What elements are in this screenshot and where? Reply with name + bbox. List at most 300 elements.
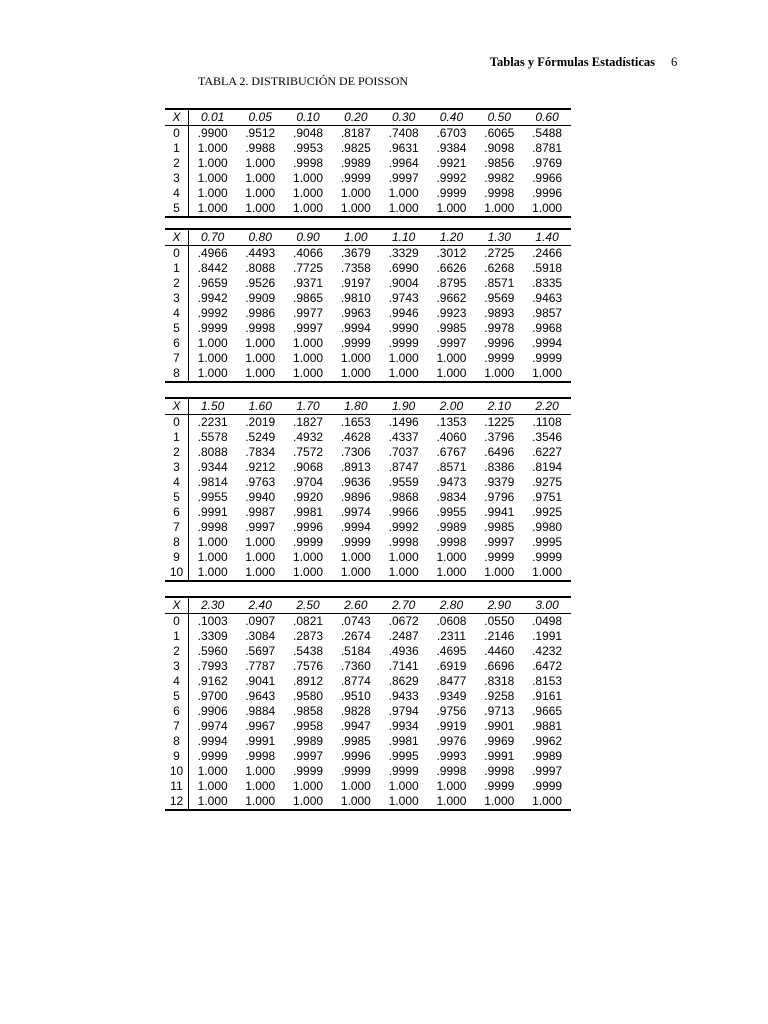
probability-cell: .3546 bbox=[532, 430, 563, 444]
x-value-cell: 2 bbox=[165, 276, 189, 291]
probability-cell: .5184 bbox=[340, 644, 371, 658]
x-value-cell: 4 bbox=[165, 306, 189, 321]
probability-cell: 1.000 bbox=[245, 186, 276, 200]
probability-cell: 1.000 bbox=[388, 779, 419, 793]
x-value-cell: 2 bbox=[165, 445, 189, 460]
table-row bbox=[165, 644, 571, 659]
probability-cell: .9997 bbox=[388, 171, 419, 185]
probability-cell: .9966 bbox=[532, 171, 563, 185]
lambda-header-row bbox=[165, 399, 571, 415]
probability-cell: .9713 bbox=[484, 704, 515, 718]
probability-cell: .9996 bbox=[293, 520, 324, 534]
poisson-table bbox=[165, 598, 571, 809]
probability-cell: .9881 bbox=[532, 719, 563, 733]
x-value-cell: 2 bbox=[165, 156, 189, 171]
probability-cell: .9989 bbox=[532, 749, 563, 763]
probability-cell: .0608 bbox=[436, 614, 467, 628]
probability-cell: .9998 bbox=[484, 186, 515, 200]
poisson-table-block-4 bbox=[165, 596, 571, 811]
probability-cell: .9999 bbox=[340, 535, 371, 549]
lambda-header: 2.50 bbox=[284, 598, 332, 614]
probability-cell: .9999 bbox=[340, 764, 371, 778]
probability-cell: 1.000 bbox=[245, 764, 276, 778]
probability-cell: .9704 bbox=[293, 475, 324, 489]
probability-cell: .9986 bbox=[245, 306, 276, 320]
probability-cell: .9636 bbox=[340, 475, 371, 489]
probability-cell: .0743 bbox=[340, 614, 371, 628]
lambda-header: 2.00 bbox=[428, 399, 476, 415]
probability-cell: .9510 bbox=[340, 689, 371, 703]
x-value-cell: 12 bbox=[165, 794, 189, 809]
probability-cell: .9946 bbox=[388, 306, 419, 320]
probability-cell: .3796 bbox=[484, 430, 515, 444]
probability-cell: .9994 bbox=[340, 321, 371, 335]
probability-cell: .9662 bbox=[436, 291, 467, 305]
table-row bbox=[165, 779, 571, 794]
probability-cell: .6767 bbox=[436, 445, 467, 459]
probability-cell: .9068 bbox=[293, 460, 324, 474]
probability-cell: 1.000 bbox=[388, 201, 419, 215]
probability-cell: .9991 bbox=[245, 734, 276, 748]
x-column-header: X bbox=[165, 110, 189, 126]
probability-cell: .9643 bbox=[245, 689, 276, 703]
table-row bbox=[165, 306, 571, 321]
probability-cell: .9990 bbox=[388, 321, 419, 335]
probability-cell: .7360 bbox=[340, 659, 371, 673]
probability-cell: .9580 bbox=[293, 689, 324, 703]
probability-cell: .9989 bbox=[340, 156, 371, 170]
probability-cell: 1.000 bbox=[197, 156, 228, 170]
probability-cell: .9828 bbox=[340, 704, 371, 718]
probability-cell: .9999 bbox=[340, 171, 371, 185]
probability-cell: .9978 bbox=[484, 321, 515, 335]
table-row bbox=[165, 734, 571, 749]
probability-cell: .9996 bbox=[532, 186, 563, 200]
probability-cell: 1.000 bbox=[436, 565, 467, 579]
lambda-header: 0.01 bbox=[189, 110, 237, 126]
probability-cell: 1.000 bbox=[197, 366, 228, 380]
probability-cell: .6496 bbox=[484, 445, 515, 459]
poisson-table-block-3 bbox=[165, 397, 571, 582]
probability-cell: .9763 bbox=[245, 475, 276, 489]
probability-cell: 1.000 bbox=[340, 565, 371, 579]
x-value-cell: 4 bbox=[165, 674, 189, 689]
probability-cell: .9991 bbox=[197, 505, 228, 519]
probability-cell: .9900 bbox=[197, 126, 228, 140]
probability-cell: .8913 bbox=[340, 460, 371, 474]
table-row bbox=[165, 171, 571, 186]
probability-cell: .9512 bbox=[245, 126, 276, 140]
lambda-header-row bbox=[165, 598, 571, 614]
lambda-header: 1.20 bbox=[428, 230, 476, 246]
x-value-cell: 9 bbox=[165, 550, 189, 565]
probability-cell: .9999 bbox=[532, 351, 563, 365]
probability-cell: 1.000 bbox=[293, 171, 324, 185]
probability-cell: .0672 bbox=[388, 614, 419, 628]
table-row bbox=[165, 689, 571, 704]
probability-cell: 1.000 bbox=[245, 565, 276, 579]
probability-cell: .9997 bbox=[245, 520, 276, 534]
probability-cell: .9996 bbox=[340, 749, 371, 763]
x-value-cell: 6 bbox=[165, 704, 189, 719]
probability-cell: .9162 bbox=[197, 674, 228, 688]
probability-cell: .8318 bbox=[484, 674, 515, 688]
table-row bbox=[165, 674, 571, 689]
probability-cell: .1003 bbox=[197, 614, 228, 628]
probability-cell: .9344 bbox=[197, 460, 228, 474]
probability-cell: .1827 bbox=[293, 415, 324, 429]
x-value-cell: 3 bbox=[165, 291, 189, 306]
probability-cell: 1.000 bbox=[197, 171, 228, 185]
table-row bbox=[165, 794, 571, 809]
probability-cell: .9997 bbox=[532, 764, 563, 778]
table-row bbox=[165, 659, 571, 674]
x-value-cell: 0 bbox=[165, 614, 189, 630]
probability-cell: 1.000 bbox=[245, 201, 276, 215]
probability-cell: .7725 bbox=[293, 261, 324, 275]
probability-cell: 1.000 bbox=[484, 565, 515, 579]
x-value-cell: 6 bbox=[165, 336, 189, 351]
lambda-header: 0.10 bbox=[284, 110, 332, 126]
x-value-cell: 0 bbox=[165, 415, 189, 431]
probability-cell: 1.000 bbox=[436, 779, 467, 793]
probability-cell: .9998 bbox=[197, 520, 228, 534]
probability-cell: .9814 bbox=[197, 475, 228, 489]
probability-cell: .8335 bbox=[532, 276, 563, 290]
x-value-cell: 10 bbox=[165, 565, 189, 580]
x-column-header: X bbox=[165, 598, 189, 614]
x-value-cell: 3 bbox=[165, 659, 189, 674]
probability-cell: .9751 bbox=[532, 490, 563, 504]
probability-cell: .7408 bbox=[388, 126, 419, 140]
probability-cell: .9769 bbox=[532, 156, 563, 170]
x-value-cell: 4 bbox=[165, 186, 189, 201]
x-value-cell: 1 bbox=[165, 141, 189, 156]
lambda-header: 2.40 bbox=[236, 598, 284, 614]
probability-cell: .9865 bbox=[293, 291, 324, 305]
probability-cell: .9942 bbox=[197, 291, 228, 305]
probability-cell: .9941 bbox=[484, 505, 515, 519]
probability-cell: .9997 bbox=[293, 321, 324, 335]
probability-cell: 1.000 bbox=[484, 366, 515, 380]
probability-cell: 1.000 bbox=[293, 550, 324, 564]
probability-cell: .9989 bbox=[436, 520, 467, 534]
probability-cell: .1353 bbox=[436, 415, 467, 429]
lambda-header: 1.40 bbox=[523, 230, 571, 246]
probability-cell: .7141 bbox=[388, 659, 419, 673]
probability-cell: .0821 bbox=[293, 614, 324, 628]
probability-cell: .9999 bbox=[436, 186, 467, 200]
probability-cell: .9004 bbox=[388, 276, 419, 290]
probability-cell: .9569 bbox=[484, 291, 515, 305]
lambda-header: 0.70 bbox=[189, 230, 237, 246]
lambda-header: 3.00 bbox=[523, 598, 571, 614]
probability-cell: .9998 bbox=[293, 156, 324, 170]
probability-cell: .9909 bbox=[245, 291, 276, 305]
lambda-header-row bbox=[165, 230, 571, 246]
probability-cell: 1.000 bbox=[388, 186, 419, 200]
probability-cell: .8477 bbox=[436, 674, 467, 688]
probability-cell: .9976 bbox=[436, 734, 467, 748]
x-value-cell: 1 bbox=[165, 430, 189, 445]
probability-cell: .9987 bbox=[245, 505, 276, 519]
x-value-cell: 8 bbox=[165, 734, 189, 749]
probability-cell: 1.000 bbox=[197, 535, 228, 549]
probability-cell: .9275 bbox=[532, 475, 563, 489]
probability-cell: .9041 bbox=[245, 674, 276, 688]
x-value-cell: 3 bbox=[165, 460, 189, 475]
probability-cell: .9992 bbox=[197, 306, 228, 320]
probability-cell: .3679 bbox=[340, 246, 371, 260]
x-column-header: X bbox=[165, 230, 189, 246]
probability-cell: .9964 bbox=[388, 156, 419, 170]
table-row bbox=[165, 629, 571, 644]
probability-cell: .9995 bbox=[388, 749, 419, 763]
lambda-header: 2.20 bbox=[523, 399, 571, 415]
probability-cell: .8629 bbox=[388, 674, 419, 688]
lambda-header: 1.50 bbox=[189, 399, 237, 415]
probability-cell: 1.000 bbox=[245, 351, 276, 365]
probability-cell: .9858 bbox=[293, 704, 324, 718]
probability-cell: 1.000 bbox=[340, 201, 371, 215]
probability-cell: .9463 bbox=[532, 291, 563, 305]
probability-cell: .8153 bbox=[532, 674, 563, 688]
probability-cell: .2311 bbox=[436, 629, 467, 643]
probability-cell: .6268 bbox=[484, 261, 515, 275]
probability-cell: .4460 bbox=[484, 644, 515, 658]
table-row bbox=[165, 505, 571, 520]
probability-cell: .6626 bbox=[436, 261, 467, 275]
probability-cell: 1.000 bbox=[340, 366, 371, 380]
probability-cell: 1.000 bbox=[293, 186, 324, 200]
probability-cell: 1.000 bbox=[245, 779, 276, 793]
probability-cell: .9921 bbox=[436, 156, 467, 170]
probability-cell: .9379 bbox=[484, 475, 515, 489]
probability-cell: .9982 bbox=[484, 171, 515, 185]
probability-cell: .6696 bbox=[484, 659, 515, 673]
probability-cell: 1.000 bbox=[484, 794, 515, 808]
table-row bbox=[165, 291, 571, 306]
lambda-header-row bbox=[165, 110, 571, 126]
probability-cell: .9631 bbox=[388, 141, 419, 155]
table-row bbox=[165, 490, 571, 505]
probability-cell: .2873 bbox=[293, 629, 324, 643]
probability-cell: .8781 bbox=[532, 141, 563, 155]
probability-cell: .9526 bbox=[245, 276, 276, 290]
table-row bbox=[165, 719, 571, 734]
probability-cell: .6065 bbox=[484, 126, 515, 140]
x-value-cell: 5 bbox=[165, 689, 189, 704]
probability-cell: .9212 bbox=[245, 460, 276, 474]
probability-cell: .9161 bbox=[532, 689, 563, 703]
probability-cell: .8571 bbox=[484, 276, 515, 290]
probability-cell: .9968 bbox=[532, 321, 563, 335]
lambda-header: 1.80 bbox=[332, 399, 380, 415]
probability-cell: .8386 bbox=[484, 460, 515, 474]
page-header bbox=[0, 55, 768, 73]
probability-cell: .9999 bbox=[532, 550, 563, 564]
lambda-header: 0.50 bbox=[475, 110, 523, 126]
probability-cell: .9999 bbox=[484, 550, 515, 564]
probability-cell: .3329 bbox=[388, 246, 419, 260]
probability-cell: .3084 bbox=[245, 629, 276, 643]
probability-cell: .2725 bbox=[484, 246, 515, 260]
probability-cell: .9920 bbox=[293, 490, 324, 504]
x-value-cell: 4 bbox=[165, 475, 189, 490]
probability-cell: 1.000 bbox=[197, 565, 228, 579]
probability-cell: .9384 bbox=[436, 141, 467, 155]
probability-cell: .4628 bbox=[340, 430, 371, 444]
x-value-cell: 0 bbox=[165, 246, 189, 262]
probability-cell: .5918 bbox=[532, 261, 563, 275]
probability-cell: .9955 bbox=[197, 490, 228, 504]
lambda-header: 2.80 bbox=[428, 598, 476, 614]
lambda-header: 0.20 bbox=[332, 110, 380, 126]
probability-cell: .9996 bbox=[484, 336, 515, 350]
probability-cell: .6990 bbox=[388, 261, 419, 275]
lambda-header: 1.10 bbox=[380, 230, 428, 246]
probability-cell: .9906 bbox=[197, 704, 228, 718]
probability-cell: .8088 bbox=[245, 261, 276, 275]
document-title: Tablas y Fórmulas Estadísticas bbox=[489, 55, 655, 69]
probability-cell: 1.000 bbox=[484, 201, 515, 215]
probability-cell: 1.000 bbox=[197, 201, 228, 215]
probability-cell: 1.000 bbox=[197, 186, 228, 200]
probability-cell: .8194 bbox=[532, 460, 563, 474]
probability-cell: .4337 bbox=[388, 430, 419, 444]
probability-cell: .9999 bbox=[293, 764, 324, 778]
probability-cell: .9995 bbox=[532, 535, 563, 549]
probability-cell: 1.000 bbox=[388, 794, 419, 808]
probability-cell: 1.000 bbox=[293, 336, 324, 350]
probability-cell: .9955 bbox=[436, 505, 467, 519]
probability-cell: .1225 bbox=[484, 415, 515, 429]
probability-cell: .9901 bbox=[484, 719, 515, 733]
table-row bbox=[165, 430, 571, 445]
probability-cell: .9985 bbox=[340, 734, 371, 748]
probability-cell: 1.000 bbox=[436, 550, 467, 564]
probability-cell: .5697 bbox=[245, 644, 276, 658]
probability-cell: .5960 bbox=[197, 644, 228, 658]
probability-cell: 1.000 bbox=[388, 366, 419, 380]
probability-cell: .7037 bbox=[388, 445, 419, 459]
probability-cell: 1.000 bbox=[245, 535, 276, 549]
probability-cell: .7787 bbox=[245, 659, 276, 673]
probability-cell: .9999 bbox=[484, 779, 515, 793]
probability-cell: .6227 bbox=[532, 445, 563, 459]
table-row bbox=[165, 520, 571, 535]
probability-cell: .9966 bbox=[388, 505, 419, 519]
probability-cell: 1.000 bbox=[293, 794, 324, 808]
probability-cell: 1.000 bbox=[245, 171, 276, 185]
probability-cell: .8774 bbox=[340, 674, 371, 688]
probability-cell: 1.000 bbox=[197, 351, 228, 365]
probability-cell: .9258 bbox=[484, 689, 515, 703]
probability-cell: .9988 bbox=[245, 141, 276, 155]
x-value-cell: 9 bbox=[165, 749, 189, 764]
probability-cell: .2019 bbox=[245, 415, 276, 429]
probability-cell: 1.000 bbox=[388, 550, 419, 564]
probability-cell: .9868 bbox=[388, 490, 419, 504]
probability-cell: .9999 bbox=[388, 336, 419, 350]
table-row bbox=[165, 614, 571, 630]
probability-cell: .9998 bbox=[436, 535, 467, 549]
probability-cell: .9992 bbox=[436, 171, 467, 185]
probability-cell: .9981 bbox=[293, 505, 324, 519]
lambda-header: 1.70 bbox=[284, 399, 332, 415]
probability-cell: .3012 bbox=[436, 246, 467, 260]
probability-cell: .9985 bbox=[484, 520, 515, 534]
table-row bbox=[165, 201, 571, 216]
lambda-header: 0.05 bbox=[236, 110, 284, 126]
lambda-header: 0.60 bbox=[523, 110, 571, 126]
probability-cell: .4936 bbox=[388, 644, 419, 658]
lambda-header: 0.90 bbox=[284, 230, 332, 246]
probability-cell: .9940 bbox=[245, 490, 276, 504]
probability-cell: .9999 bbox=[532, 779, 563, 793]
probability-cell: .0550 bbox=[484, 614, 515, 628]
probability-cell: .9981 bbox=[388, 734, 419, 748]
probability-cell: 1.000 bbox=[340, 351, 371, 365]
probability-cell: 1.000 bbox=[340, 794, 371, 808]
probability-cell: .7576 bbox=[293, 659, 324, 673]
probability-cell: 1.000 bbox=[436, 201, 467, 215]
probability-cell: .0498 bbox=[532, 614, 563, 628]
probability-cell: .9998 bbox=[436, 764, 467, 778]
probability-cell: .9999 bbox=[484, 351, 515, 365]
probability-cell: .8795 bbox=[436, 276, 467, 290]
probability-cell: .9998 bbox=[245, 749, 276, 763]
x-value-cell: 8 bbox=[165, 366, 189, 381]
probability-cell: .9967 bbox=[245, 719, 276, 733]
lambda-header: 0.30 bbox=[380, 110, 428, 126]
table-row bbox=[165, 156, 571, 171]
probability-cell: .9994 bbox=[532, 336, 563, 350]
probability-cell: .4232 bbox=[532, 644, 563, 658]
lambda-header: 0.80 bbox=[236, 230, 284, 246]
probability-cell: 1.000 bbox=[197, 336, 228, 350]
x-value-cell: 2 bbox=[165, 644, 189, 659]
x-value-cell: 10 bbox=[165, 764, 189, 779]
probability-cell: .9991 bbox=[484, 749, 515, 763]
lambda-header: 1.60 bbox=[236, 399, 284, 415]
probability-cell: .9048 bbox=[293, 126, 324, 140]
probability-cell: .9371 bbox=[293, 276, 324, 290]
probability-cell: .9977 bbox=[293, 306, 324, 320]
probability-cell: .1653 bbox=[340, 415, 371, 429]
x-value-cell: 0 bbox=[165, 126, 189, 142]
probability-cell: 1.000 bbox=[436, 366, 467, 380]
table-row bbox=[165, 336, 571, 351]
probability-cell: .9989 bbox=[293, 734, 324, 748]
x-value-cell: 7 bbox=[165, 351, 189, 366]
probability-cell: 1.000 bbox=[388, 565, 419, 579]
probability-cell: 1.000 bbox=[293, 779, 324, 793]
x-value-cell: 7 bbox=[165, 719, 189, 734]
probability-cell: 1.000 bbox=[197, 141, 228, 155]
probability-cell: .9796 bbox=[484, 490, 515, 504]
table-row bbox=[165, 749, 571, 764]
probability-cell: 1.000 bbox=[436, 794, 467, 808]
probability-cell: 1.000 bbox=[197, 779, 228, 793]
probability-cell: .9700 bbox=[197, 689, 228, 703]
probability-cell: .9958 bbox=[293, 719, 324, 733]
lambda-header: 1.30 bbox=[475, 230, 523, 246]
table-row bbox=[165, 261, 571, 276]
x-value-cell: 5 bbox=[165, 490, 189, 505]
probability-cell: .9969 bbox=[484, 734, 515, 748]
table-row bbox=[165, 460, 571, 475]
